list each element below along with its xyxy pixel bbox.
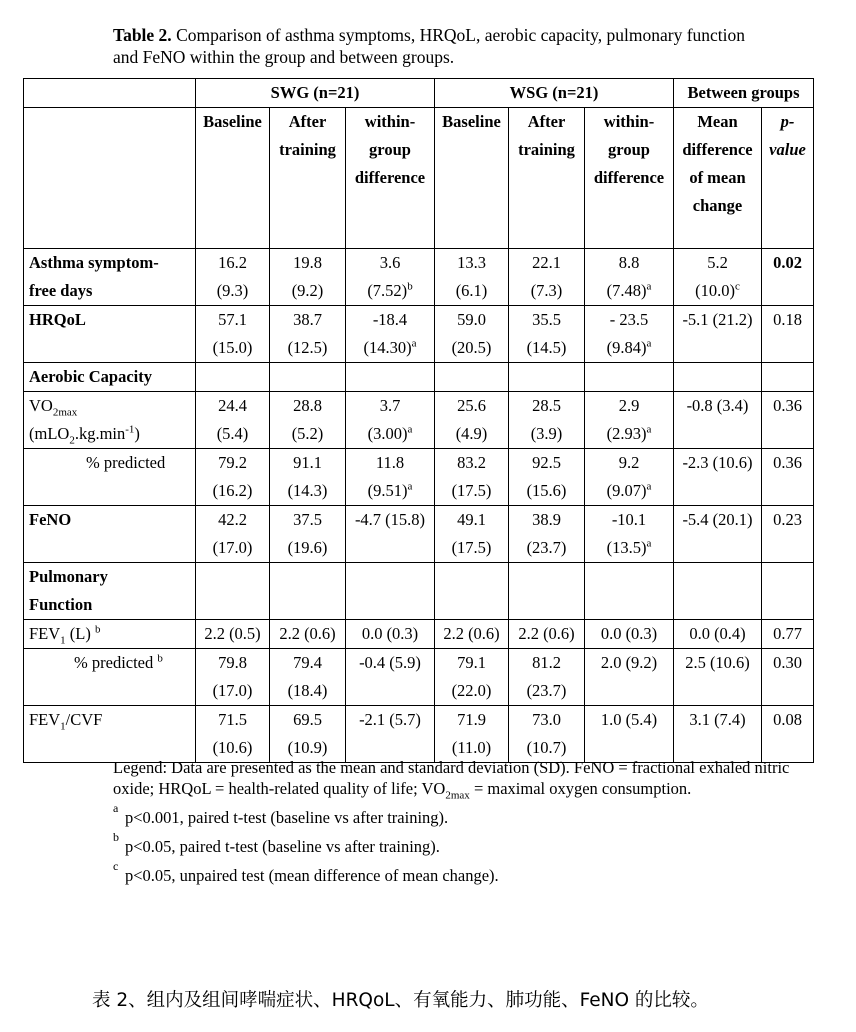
group-header-between: Between groups <box>674 79 814 108</box>
row-label-hrqol: HRQoL <box>24 306 196 363</box>
group-header-row <box>24 79 814 108</box>
table-cell: - 23.5 $(9.84)^a$ <box>585 306 674 363</box>
table-cell: 79.1 (22.0) <box>435 649 509 706</box>
col-header-after: After training <box>509 108 585 249</box>
col-header-baseline: Baseline <box>435 108 509 249</box>
table-cell: 2.2 (0.6) <box>509 620 585 649</box>
table-cell: 0.0 (0.4) <box>674 620 762 649</box>
table-cell: -10.1 $(13.5)^a$ <box>585 506 674 563</box>
table-cell: 49.1 (17.5) <box>435 506 509 563</box>
table-row <box>24 449 814 506</box>
table-cell: 0.0 (0.3) <box>346 620 435 649</box>
results-table <box>23 78 814 763</box>
table-cell: 25.6 (4.9) <box>435 392 509 449</box>
table-cell: 3.6 $(7.52)^b$ <box>346 249 435 306</box>
group-header-wsg: WSG (n=21) <box>435 79 674 108</box>
table-cell: 35.5 (14.5) <box>509 306 585 363</box>
table-caption-label: Table 2. <box>113 25 172 45</box>
table-cell: 79.8 (17.0) <box>196 649 270 706</box>
row-label-aerobic: Aerobic Capacity <box>24 363 196 392</box>
row-label-fev1-cvf: $FEV_1$/CVF <box>24 706 196 763</box>
col-header-within: within- group difference <box>585 108 674 249</box>
table-cell: 0.23 <box>762 506 814 563</box>
table-cell: 22.1 (7.3) <box>509 249 585 306</box>
table-cell: 8.8 $(7.48)^a$ <box>585 249 674 306</box>
table-cell: 0.02 <box>762 249 814 306</box>
table-cell: 42.2 (17.0) <box>196 506 270 563</box>
table-cell: 2.9 $(2.93)^a$ <box>585 392 674 449</box>
table-cell: 0.18 <box>762 306 814 363</box>
table-caption-text: Comparison of asthma symptoms, HRQoL, aerobic capacity, pulmonary function and FeNO within the group and between groups. <box>113 25 746 67</box>
table-cell: -18.4 $(14.30)^a$ <box>346 306 435 363</box>
table-cell: 83.2 (17.5) <box>435 449 509 506</box>
table-cell: 5.2 $(10.0)^c$ <box>674 249 762 306</box>
table-cell: 71.9 (11.0) <box>435 706 509 763</box>
table-cell: 16.2 (9.3) <box>196 249 270 306</box>
table-caption <box>113 24 753 68</box>
table-cell: 92.5 (15.6) <box>509 449 585 506</box>
row-label-feno: FeNO <box>24 506 196 563</box>
footnote-a: a p<0.001, paired t-test (baseline vs after training). <box>113 801 449 827</box>
table-cell: 0.77 <box>762 620 814 649</box>
table-cell: 0.36 <box>762 449 814 506</box>
table-cell: 2.5 (10.6) <box>674 649 762 706</box>
table-cell: 91.1 (14.3) <box>270 449 346 506</box>
col-header-after: After training <box>270 108 346 249</box>
table-row <box>24 620 814 649</box>
table-cell: -5.4 (20.1) <box>674 506 762 563</box>
table-row <box>24 706 814 763</box>
table-row <box>24 563 814 620</box>
table-cell: 28.8 (5.2) <box>270 392 346 449</box>
table-cell: 11.8 $(9.51)^a$ <box>346 449 435 506</box>
table-legend <box>113 757 793 886</box>
row-label-asthma: Asthma symptom- free days <box>24 249 196 306</box>
table-cell: 24.4 (5.4) <box>196 392 270 449</box>
table-cell: 57.1 (15.0) <box>196 306 270 363</box>
col-header-baseline: Baseline <box>196 108 270 249</box>
table-cell: 38.9 (23.7) <box>509 506 585 563</box>
table-cell: 69.5 (10.9) <box>270 706 346 763</box>
table-cell: -0.4 (5.9) <box>346 649 435 706</box>
col-header-within: within- group difference <box>346 108 435 249</box>
table-cell: 0.36 <box>762 392 814 449</box>
row-label-vo2max: $VO_{2max}$ $(mLO_2.kg.\min^{-1})$ <box>24 392 196 449</box>
table-cell: -5.1 (21.2) <box>674 306 762 363</box>
table-row <box>24 392 814 449</box>
footnote-c: c p<0.05, unpaired test (mean difference of mean change). <box>113 859 499 885</box>
table-cell: 73.0 (10.7) <box>509 706 585 763</box>
row-label-vo2-predicted: % predicted <box>24 449 196 506</box>
table-row <box>24 649 814 706</box>
column-header-row <box>24 108 814 249</box>
table-cell: 2.0 (9.2) <box>585 649 674 706</box>
table-row <box>24 506 814 563</box>
table-row <box>24 363 814 392</box>
table-cell: 71.5 (10.6) <box>196 706 270 763</box>
row-label-pulmonary: Pulmonary Function <box>24 563 196 620</box>
footnote-b: b p<0.05, paired t-test (baseline vs after training). <box>113 830 440 856</box>
table-cell: -2.3 (10.6) <box>674 449 762 506</box>
table-cell: 2.2 (0.6) <box>435 620 509 649</box>
table-cell: 13.3 (6.1) <box>435 249 509 306</box>
table-row <box>24 249 814 306</box>
table-cell: 2.2 (0.6) <box>270 620 346 649</box>
table-cell: 19.8 (9.2) <box>270 249 346 306</box>
chinese-caption: 表 2、组内及组间哮喘症状、HRQoL、有氧能力、肺功能、FeNO 的比较。 <box>92 990 709 1011</box>
legend-text: Legend: Data are presented as the mean and standard deviation (SD). FeNO = fractional exhaled nitric oxide; HRQoL = health-related quality of life; $VO_{2max}$ = maximal oxygen consumption. <box>113 758 790 802</box>
table-cell: 9.2 $(9.07)^a$ <box>585 449 674 506</box>
table-cell: 2.2 (0.5) <box>196 620 270 649</box>
table-cell: -0.8 (3.4) <box>674 392 762 449</box>
table-cell: 28.5 (3.9) <box>509 392 585 449</box>
col-header-p-value: p- value <box>762 108 814 249</box>
table-cell: 0.0 (0.3) <box>585 620 674 649</box>
table-cell: 3.1 (7.4) <box>674 706 762 763</box>
table-cell: 0.30 <box>762 649 814 706</box>
table-cell: 3.7 $(3.00)^a$ <box>346 392 435 449</box>
table-cell: 37.5 (19.6) <box>270 506 346 563</box>
table-cell: 0.08 <box>762 706 814 763</box>
table-row <box>24 306 814 363</box>
row-label-fev1-predicted: % predicted $^b$ <box>24 649 196 706</box>
col-header-mean-difference: Mean difference of mean change <box>674 108 762 249</box>
table-cell: 81.2 (23.7) <box>509 649 585 706</box>
table-cell: 79.2 (16.2) <box>196 449 270 506</box>
table-cell: 79.4 (18.4) <box>270 649 346 706</box>
table-cell: -2.1 (5.7) <box>346 706 435 763</box>
table-cell: 59.0 (20.5) <box>435 306 509 363</box>
row-label-fev1: $FEV_1$ (L) $^b$ <box>24 620 196 649</box>
table-cell: 1.0 (5.4) <box>585 706 674 763</box>
group-header-swg: SWG (n=21) <box>196 79 435 108</box>
table-cell: -4.7 (15.8) <box>346 506 435 563</box>
table-cell: 38.7 (12.5) <box>270 306 346 363</box>
